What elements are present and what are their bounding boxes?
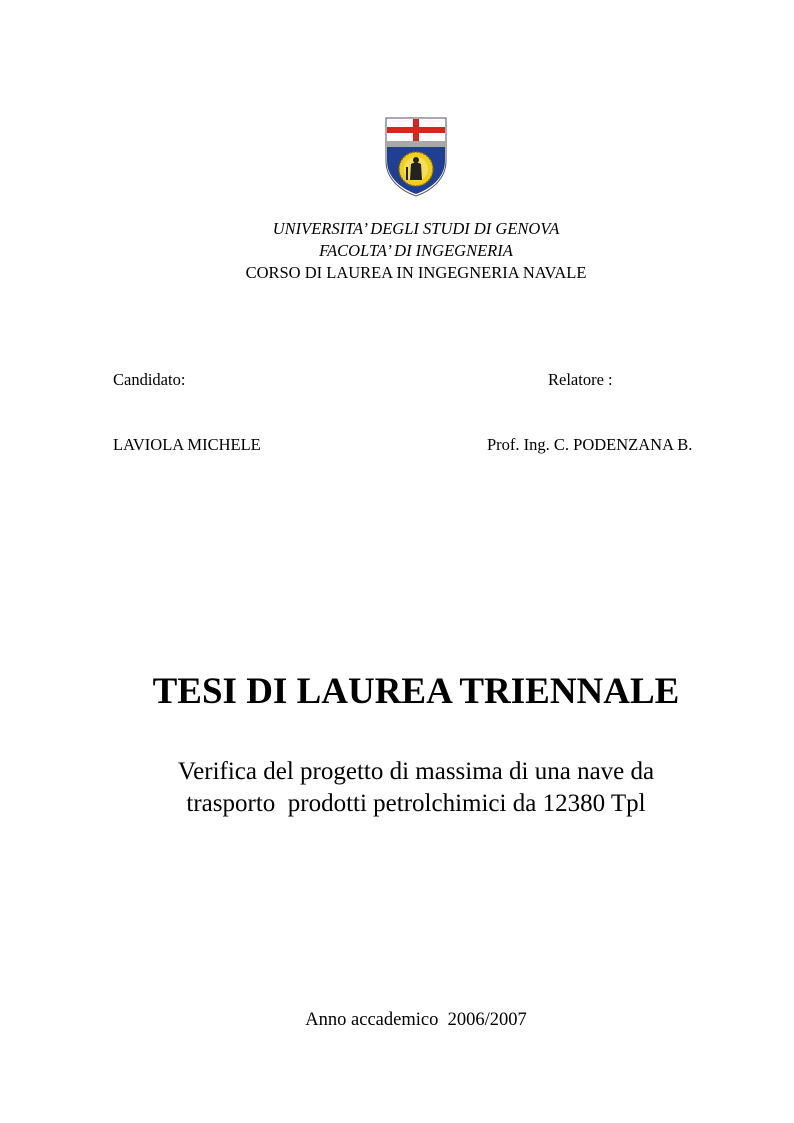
supervisor-name: Prof. Ing. C. PODENZANA B.	[487, 435, 693, 454]
thesis-subtitle-line-2: trasporto prodotti petrolchimici da 12380 Tpl	[186, 790, 646, 817]
thesis-title: TESI DI LAUREA TRIENNALE	[152, 671, 680, 712]
candidate-label: Candidato:	[113, 370, 186, 389]
thesis-subtitle	[19, 756, 794, 820]
thesis-subtitle-line-1: Verifica del progetto di massima di una nave da	[177, 758, 655, 785]
faculty-name: FACOLTA’ DI INGEGNERIA	[319, 241, 513, 260]
university-of-genoa-crest-icon	[385, 117, 447, 197]
candidate-name: LAVIOLA MICHELE	[113, 435, 261, 454]
supervisor-label: Relatore :	[548, 370, 613, 389]
degree-course-name: CORSO DI LAUREA IN INGEGNERIA NAVALE	[245, 263, 587, 282]
academic-year: Anno accademico 2006/2007	[305, 1010, 527, 1030]
university-name: UNIVERSITA’ DEGLI STUDI DI GENOVA	[272, 219, 560, 238]
